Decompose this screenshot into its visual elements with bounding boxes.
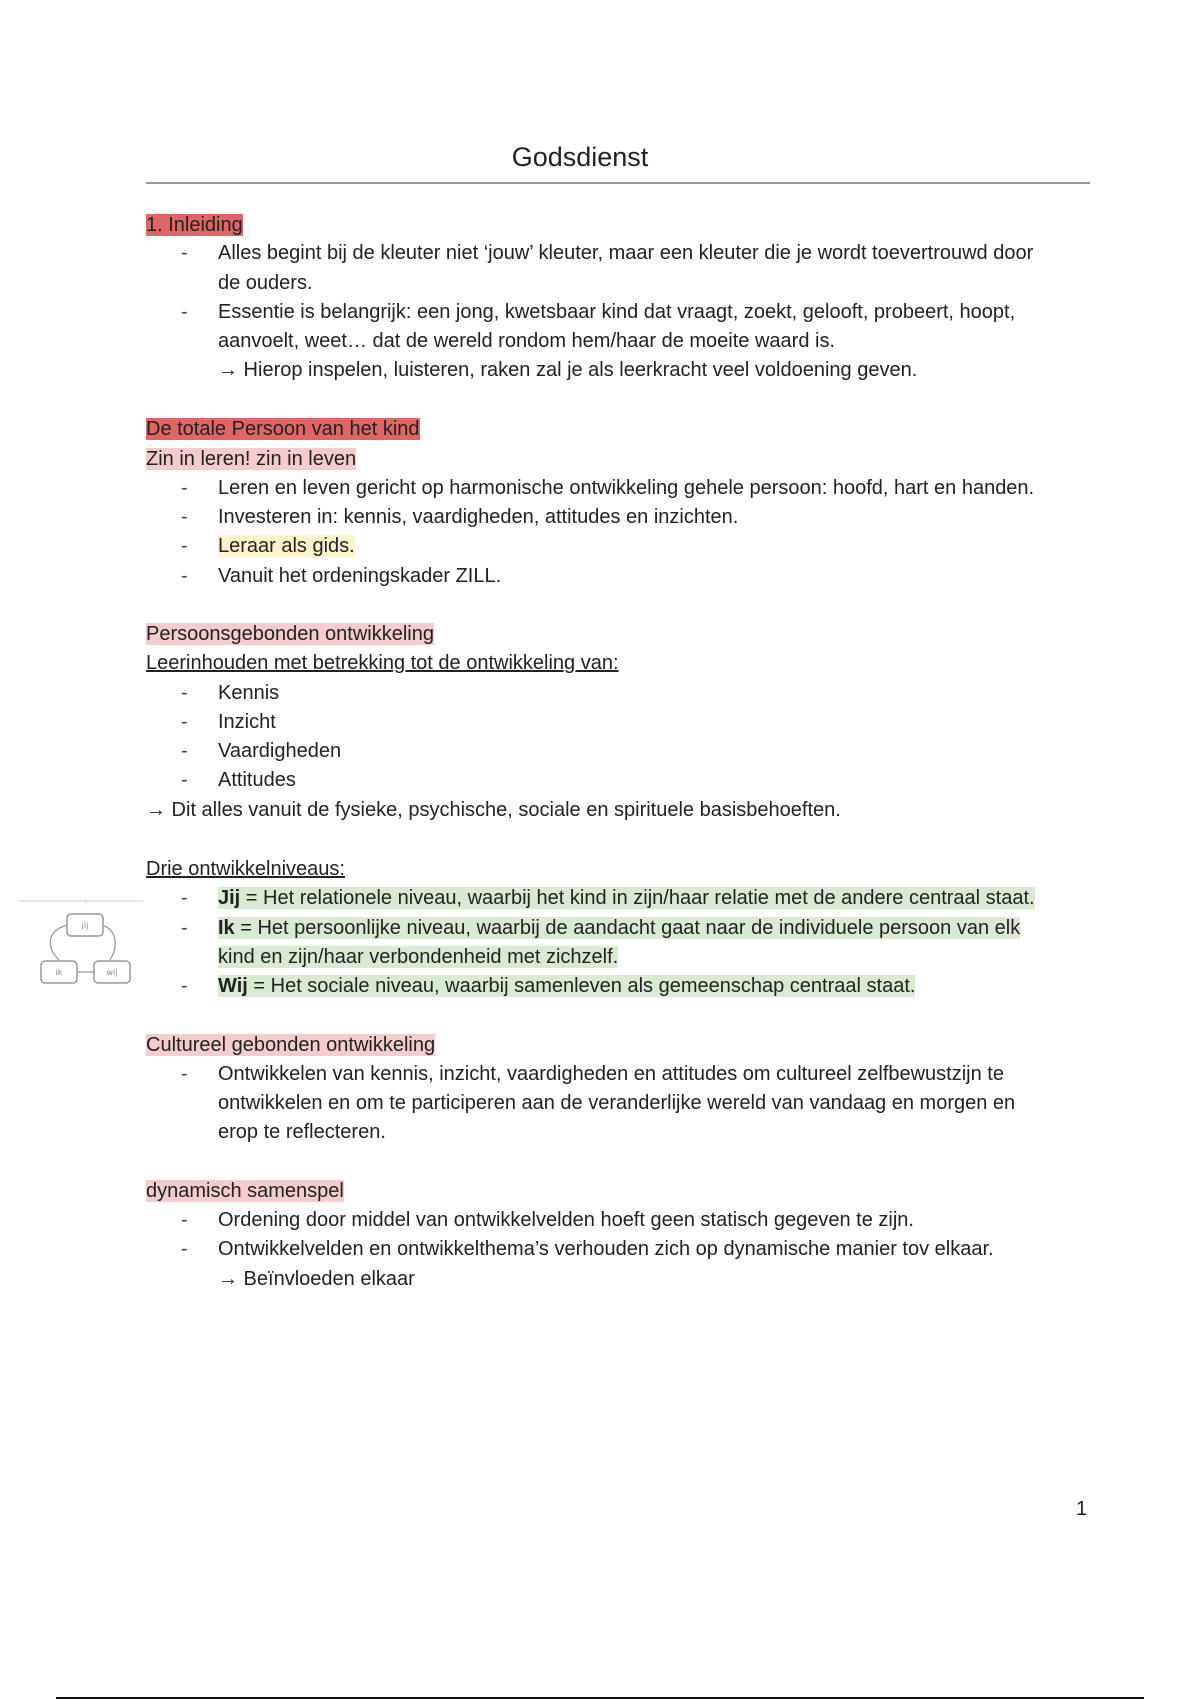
list-item: Attitudes bbox=[218, 769, 296, 791]
bullet-marker: - bbox=[181, 682, 188, 704]
bullet-marker: - bbox=[181, 506, 188, 528]
list-item-continuation: aanvoelt, weet… dat de wereld rondom hem/haar de moeite waard is. bbox=[218, 330, 836, 352]
list-item-continuation: de ouders. bbox=[218, 272, 313, 294]
list-item: Investeren in: kennis, vaardigheden, attitudes en inzichten. bbox=[218, 506, 739, 528]
list-item-continuation: ontwikkelen en om te participeren aan de veranderlijke wereld van vandaag en morgen en bbox=[218, 1092, 1016, 1114]
list-item: Kennis bbox=[218, 682, 280, 704]
list-item: Ik = Het persoonlijke niveau, waarbij de aandacht gaat naar de individuele persoon van elk bbox=[218, 917, 1021, 939]
bullet-marker: - bbox=[181, 740, 188, 762]
diagram-label-jij: jij bbox=[81, 921, 89, 930]
bullet-marker: - bbox=[181, 887, 188, 909]
list-item: Ontwikkelen van kennis, inzicht, vaardigheden en attitudes om cultureel zelfbewustzijn te bbox=[218, 1063, 1004, 1085]
bullet-marker: - bbox=[181, 769, 188, 791]
list-item-continuation: erop te reflecteren. bbox=[218, 1121, 386, 1143]
term-ik: Ik bbox=[218, 917, 235, 939]
list-item: Jij = Het relationele niveau, waarbij het kind in zijn/haar relatie met de andere centraal staat. bbox=[218, 887, 1035, 909]
bullet-marker: - bbox=[181, 477, 188, 499]
bullet-marker: - bbox=[181, 301, 188, 323]
page-title: Godsdienst bbox=[511, 142, 649, 172]
bullet-marker: - bbox=[181, 917, 188, 939]
term-jij: Jij bbox=[218, 887, 241, 909]
section-heading-totale-persoon: De totale Persoon van het kind bbox=[146, 418, 420, 440]
bullet-marker: - bbox=[181, 242, 188, 264]
bullet-marker: - bbox=[181, 1063, 188, 1085]
section-heading-inleiding: 1. Inleiding bbox=[146, 214, 243, 236]
bottom-rule bbox=[56, 1697, 1144, 1699]
subheading: Zin in leren! zin in leven bbox=[146, 448, 357, 470]
section-heading-cultureel: Cultureel gebonden ontwikkeling bbox=[146, 1034, 436, 1056]
section-heading-persoonsgebonden: Persoonsgebonden ontwikkeling bbox=[146, 623, 434, 645]
list-item: Vaardigheden bbox=[218, 740, 342, 762]
list-item-continuation: kind en zijn/haar verbondenheid met zichzelf. bbox=[218, 946, 619, 968]
term-wij: Wij bbox=[218, 975, 248, 997]
arrow-note: → Dit alles vanuit de fysieke, psychische, sociale en spirituele basisbehoeften. bbox=[146, 799, 841, 821]
page-number: 1 bbox=[1076, 1498, 1088, 1520]
list-item: Essentie is belangrijk: een jong, kwetsbaar kind dat vraagt, zoekt, gelooft, probeert, hoopt, bbox=[218, 301, 1016, 323]
list-item: Vanuit het ordeningskader ZILL. bbox=[218, 565, 502, 587]
diagram-label-wij: wij bbox=[106, 968, 118, 977]
section-heading-niveaus: Drie ontwikkelniveaus: bbox=[146, 858, 345, 880]
list-item: Ontwikkelvelden en ontwikkelthema’s verhouden zich op dynamische manier tov elkaar. bbox=[218, 1238, 994, 1260]
bullet-marker: - bbox=[181, 565, 188, 587]
subheading: Leerinhouden met betrekking tot de ontwikkeling van: bbox=[146, 652, 619, 674]
list-item: Alles begint bij de kleuter niet ‘jouw’ kleuter, maar een kleuter die je wordt toevertrouwd door bbox=[218, 242, 1034, 264]
bullet-marker: - bbox=[181, 1238, 188, 1260]
diagram-label-ik: ik bbox=[55, 968, 63, 977]
list-item: Ordening door middel van ontwikkelvelden hoeft geen statisch gegeven te zijn. bbox=[218, 1209, 914, 1231]
bullet-marker: - bbox=[181, 1209, 188, 1231]
list-item: Leraar als gids. bbox=[218, 535, 355, 557]
list-item: Leren en leven gericht op harmonische ontwikkeling gehele persoon: hoofd, hart en handen. bbox=[218, 477, 1035, 499]
bullet-marker: - bbox=[181, 711, 188, 733]
title-rule bbox=[146, 182, 1090, 184]
bullet-marker: - bbox=[181, 535, 188, 557]
bullet-marker: - bbox=[181, 975, 188, 997]
jij-ik-wij-diagram bbox=[18, 896, 143, 1002]
section-heading-dynamisch: dynamisch samenspel bbox=[146, 1180, 344, 1202]
arrow-note: → Hierop inspelen, luisteren, raken zal je als leerkracht veel voldoening geven. bbox=[218, 359, 918, 381]
list-item: Wij = Het sociale niveau, waarbij samenleven als gemeenschap centraal staat. bbox=[218, 975, 916, 997]
arrow-note: → Beïnvloeden elkaar bbox=[218, 1268, 415, 1290]
list-item: Inzicht bbox=[218, 711, 276, 733]
